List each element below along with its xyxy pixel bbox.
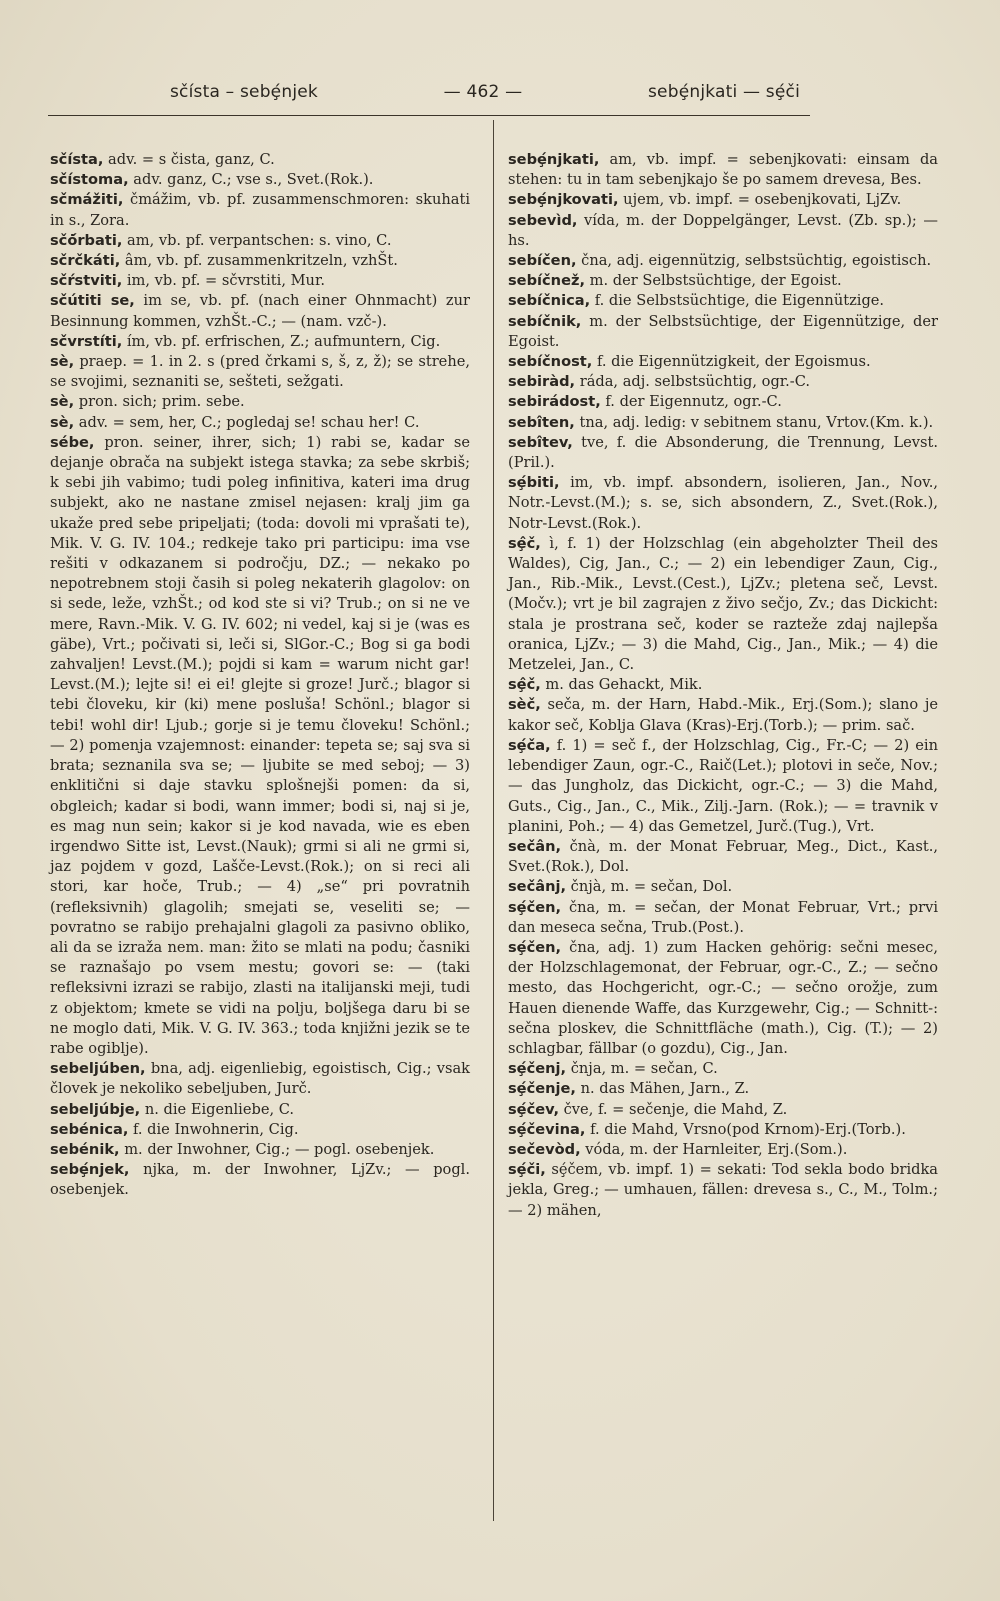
entry-definition: pron. sich; prim. sebe. — [74, 393, 245, 411]
entry-headword: sebeljúbje, — [50, 1100, 141, 1118]
entry-headword: sčŕstviti, — [50, 272, 123, 290]
entry-headword: sebîtev, — [508, 433, 573, 451]
dictionary-entry — [508, 877, 938, 897]
dictionary-entry — [508, 433, 938, 473]
dictionary-entry — [508, 271, 938, 291]
entry-headword: sébe, — [50, 433, 95, 451]
entry-definition: seča, m. der Harn, Habd.-Mik., Erj.(Som.); slano je kakor seč, Koblja Glava (Kras)-Erj.(Torb.); — prim. sač. — [508, 696, 938, 734]
entry-headword: sebénik, — [50, 1140, 120, 1158]
dictionary-entry — [50, 150, 470, 170]
dictionary-entry — [508, 837, 938, 877]
entry-definition: sȩ́čem, vb. impf. 1) = sekati: Tod sekla bodo bridka jekla, Greg.; — umhauen, fällen: drevesa s., C., M., Tolm.; — 2) mähen, — [508, 1161, 938, 1219]
entry-headword: sȩ́čenje, — [508, 1080, 576, 1098]
dictionary-entry — [508, 938, 938, 1059]
entry-headword: sečânj, — [508, 878, 567, 896]
entry-headword: sčrčkáti, — [50, 252, 121, 270]
dictionary-entry — [50, 271, 470, 291]
entry-definition: f. die Mahd, Vrsno(pod Krnom)-Erj.(Torb.). — [585, 1120, 906, 1138]
entry-headword: sȩ́biti, — [508, 474, 560, 492]
entry-definition: adv. ganz, C.; vse s., Svet.(Rok.). — [128, 171, 374, 189]
entry-headword: sebȩ́njkovati, — [508, 191, 619, 209]
dictionary-entry — [50, 1140, 470, 1160]
entry-headword: sȩ́ča, — [508, 736, 551, 754]
entry-headword: sčȯ́rbati, — [50, 231, 123, 249]
dictionary-entry — [508, 190, 938, 210]
entry-headword: sebiràd, — [508, 373, 576, 391]
entry-definition: ujem, vb. impf. = osebenjkovati, LjZv. — [618, 191, 902, 209]
entry-headword: sčístoma, — [50, 171, 129, 189]
entry-definition: im, vb. impf. absondern, isolieren, Jan., Nov., Notr.-Levst.(M.); s. se, sich absondern, Z., Svet.(Rok.), Notr-Levst.(Rok.). — [508, 474, 938, 532]
entry-definition: čnà, m. der Monat Februar, Meg., Dict., Kast., Svet.(Rok.), Dol. — [508, 837, 938, 876]
entry-headword: sè, — [50, 353, 75, 371]
entry-headword: sè, — [50, 393, 75, 411]
entry-definition: m. der Selbstsüchtige, der Egoist. — [585, 272, 842, 290]
dictionary-entry — [50, 231, 470, 251]
dictionary-entry — [508, 352, 938, 372]
dictionary-entry — [508, 251, 938, 271]
entry-headword: sčvrstíti, — [50, 332, 123, 350]
entry-headword: sebíčnik, — [508, 312, 582, 330]
dictionary-entry — [508, 675, 938, 695]
dictionary-entry — [508, 1120, 938, 1140]
entry-definition: čna, m. = sečan, der Monat Februar, Vrt.; prvi dan meseca sečna, Trub.(Post.). — [508, 898, 938, 936]
entry-definition: čna, adj. 1) zum Hacken gehörig: sečni mesec, der Holzschlagemonat, der Februar, ogr.-C., Z.; — sečno mesto, das Hochgericht, ogr.-C.; — sečno orožje, zum Hauen dienende Waffe, das Kurzgewehr, Cig.; — Schnitt-: sečna ploskev, die Schnittfläche (math.), Cig. (T.); — 2) schlagbar, fällbar (o gozdu), Cig., Jan. — [508, 938, 938, 1057]
dictionary-entry — [508, 736, 938, 837]
entry-headword: sebȩ́njek, — [50, 1161, 130, 1179]
entry-definition: m. das Gehackt, Mik. — [540, 676, 703, 694]
dictionary-entry — [50, 251, 470, 271]
dictionary-entry — [50, 392, 470, 412]
entry-definition: tna, adj. ledig: v sebitnem stanu, Vrtov.(Km. k.). — [574, 413, 934, 431]
dictionary-entry — [508, 898, 938, 938]
entry-definition: čnja, m. = sečan, C. — [566, 1060, 718, 1078]
entry-definition: f. der Eigennutz, ogr.-C. — [600, 393, 782, 411]
entry-definition: njka, m. der Inwohner, LjZv.; — pogl. osebenjek. — [50, 1161, 470, 1199]
entry-definition: f. die Inwohnerin, Cig. — [128, 1120, 299, 1138]
dictionary-entry — [508, 413, 938, 433]
entry-definition: vída, m. der Doppelgänger, Levst. (Zb. sp.); — hs. — [508, 211, 938, 249]
dictionary-entry — [50, 190, 470, 230]
dictionary-entry — [508, 211, 938, 251]
entry-definition: čve, f. = sečenje, die Mahd, Z. — [559, 1100, 788, 1118]
running-head — [170, 82, 800, 108]
entry-definition: bna, adj. eigenliebig, egoistisch, Cig.; vsak človek je nekoliko sebeljuben, Jurč. — [50, 1060, 470, 1098]
entry-headword: sebíčnež, — [508, 272, 586, 290]
dictionary-entry — [508, 1160, 938, 1221]
entry-definition: čna, adj. eigennützig, selbstsüchtig, egoistisch. — [576, 252, 932, 270]
dictionary-entry — [50, 413, 470, 433]
entry-definition: adv. = s čista, ganz, C. — [103, 151, 275, 168]
dictionary-entry — [508, 1079, 938, 1099]
entry-headword: sečevòd, — [508, 1140, 581, 1158]
entry-definition: im, vb. pf. = sčvrstiti, Mur. — [122, 272, 325, 290]
dictionary-entry — [50, 1100, 470, 1120]
entry-headword: sèč, — [508, 696, 541, 714]
entry-headword: sȩ̂č, — [508, 534, 541, 552]
entry-headword: sebíčnost, — [508, 353, 593, 371]
entry-definition: m. der Inwohner, Cig.; — pogl. osebenjek. — [119, 1140, 435, 1158]
entry-definition: čmážim, vb. pf. zusammenschmoren: skuhati in s., Zora. — [50, 191, 470, 229]
entry-headword: sčútiti se, — [50, 292, 135, 310]
dictionary-entry — [50, 170, 470, 190]
entry-definition: f. die Eigennützigkeit, der Egoismus. — [592, 353, 871, 371]
dictionary-entry — [508, 291, 938, 311]
entry-headword: sčmážiti, — [50, 191, 124, 209]
entry-definition: âm, vb. pf. zusammenkritzeln, vzhŠt. — [120, 252, 398, 270]
dictionary-entry — [508, 695, 938, 735]
entry-definition: adv. = sem, her, C.; pogledaj se! schau her! C. — [74, 413, 420, 431]
entry-definition: n. die Eigenliebe, C. — [140, 1100, 295, 1118]
dictionary-entry — [50, 1160, 470, 1200]
left-column — [50, 150, 470, 1201]
entry-headword: sebíčnica, — [508, 292, 591, 310]
header-left-guideword: sčísta – sebȩ́njek — [170, 82, 318, 102]
entry-definition: ím, vb. pf. erfrischen, Z.; aufmuntern, Cig. — [122, 332, 441, 350]
header-rule — [48, 115, 810, 116]
entry-headword: sebeljúben, — [50, 1060, 146, 1078]
entry-definition: ì, f. 1) der Holzschlag (ein abgeholzter Theil des Waldes), Cig, Jan., C.; — 2) ein lebendiger Zaun, Cig., Jan., Rib.-Mik., Levst.(Cest.), LjZv.; pletena seč, Levst.(Močv.); vrt je bil zagrajen z živo sečjo, Zv.; das Dickicht: stala je prostrana seč, koder se razteže zdaj najlepša oranica, LjZv.; — 3) die Mahd, Cig., Jan., Mik.; — 4) die Metzelei, Jan., C. — [508, 534, 938, 674]
entry-definition: vóda, m. der Harnleiter, Erj.(Som.). — [580, 1140, 848, 1158]
dictionary-entry — [508, 372, 938, 392]
entry-definition: praep. = 1. in 2. s (pred črkami s, š, z, ž); se strehe, se svojimi, seznaniti se, sešteti, sežgati. — [50, 353, 470, 391]
entry-headword: sebénica, — [50, 1120, 129, 1138]
entry-headword: sebíčen, — [508, 252, 577, 270]
entry-definition: čnjà, m. = sečan, Dol. — [566, 878, 733, 896]
entry-definition: pron. seiner, ihrer, sich; 1) rabi se, kadar se dejanje obrača na subjekt istega stavka; za sebe skrbiš; k sebi jih vabimo; tudi poleg infinitiva, kateri ima drug subjekt, ako ne nastane zmisel nejasen: kralj jim ga ukaže pred sebe pripeljati; (toda: dovoli mi vprašati te), Mik. V. G. IV. 104.; redkeje tako pri participu: ima vse rešiti v odkazanem si področju, DZ.; — nekako po nepotrebnem stoji časih si poleg nekaterih glagolov: on si sede, leže, vzhŠt.; od kod ste si vi? Trub.; on si ne ve mere, Ravn.-Mik. V. G. IV. 602; ni vedel, kaj si je (was es gäbe), Vrt.; počivati si, leči si, SlGor.-C.; Bog si ga bodi zahvaljen! Levst.(M.); pojdi si kam = warum nicht gar! Levst.(M.); lejte si! ei ei! glejte si groze! Jurč.; blagor si tebi človeku, kir (ki) mene posluša! Schönl.; blagor si tebi! wohl dir! Ljub.; gorje si je temu človeku! Schönl.; — 2) pomenja vzajemnost: einander: tepeta se; saj sva si brata; seznanila sva se; — ljubite se med seboj; — 3) enklitični si daje stavku splošnejši pomen: da si, obgleich; kadar si bodi, wann immer; bodi si, naj si je, es mag nun sein; kakor si je kod navada, wie es eben irgendwo Sitte ist, Levst.(Nauk); grmi si ali ne grmi si, jaz pojdem v gozd, Lašče-Levst.(Rok.); on si reci ali stori, kar hoče, Trub.; — 4) „se“ pri povratnih (refleksivnih) glagolih; smejati se, veseliti se; — povratno se rabijo prehajalni glagoli za pasivno obliko, ali da se izraža nem. man: žito se mlati na podu; časniki se raznašajo po vsem mestu; govori se: — (taki refleksivni izrazi se rabijo, zlasti na italijanski meji, tudi z objektom; kmete se vidi na polju, boljšega daru bi se ne moglo dati, Mik. V. G. IV. 363.; toda knjižni jezik se te rabe ogiblje). — [50, 433, 470, 1057]
dictionary-entry — [508, 1100, 938, 1120]
entry-headword: sȩ́čenj, — [508, 1060, 567, 1078]
dictionary-entry — [508, 150, 938, 190]
dictionary-entry — [508, 534, 938, 675]
entry-headword: sȩ́čen, — [508, 938, 562, 956]
dictionary-entry — [50, 433, 470, 1059]
entry-definition: m. der Selbstsüchtige, der Eigennützige, der Egoist. — [508, 312, 938, 350]
entry-headword: sečân, — [508, 837, 562, 855]
entry-definition: f. 1) = seč f., der Holzschlag, Cig., Fr.-C; — 2) ein lebendiger Zaun, ogr.-C., Raič(Let.); plotovi in seče, Nov.; — das Jungholz, das Dickicht, ogr.-C.; — 3) die Mahd, Guts., Cig., Jan., C., Mik., Zilj.-Jarn. (Rok.); — = travnik v planini, Poh.; — 4) das Gemetzel, Jurč.(Tug.), Vrt. — [508, 736, 938, 835]
entry-headword: sȩ́čevina, — [508, 1120, 586, 1138]
dictionary-entry — [508, 1059, 938, 1079]
entry-headword: sebîten, — [508, 413, 575, 431]
dictionary-entry — [508, 312, 938, 352]
entry-headword: sȩ́čev, — [508, 1100, 559, 1118]
page-number: — 462 — — [443, 82, 523, 102]
dictionary-entry — [508, 473, 938, 534]
column-divider — [493, 120, 494, 1521]
dictionary-entry — [508, 1140, 938, 1160]
dictionary-entry — [50, 1120, 470, 1140]
entry-headword: sčísta, — [50, 151, 104, 168]
entry-definition: im se, vb. pf. (nach einer Ohnmacht) zur Besinnung kommen, vzhŠt.-C.; — (nam. vzč-). — [50, 292, 470, 330]
dictionary-entry — [508, 392, 938, 412]
entry-definition: ráda, adj. selbstsüchtig, ogr.-C. — [575, 373, 811, 391]
entry-headword: sebȩ́njkati, — [508, 151, 600, 168]
entry-headword: sebirádost, — [508, 393, 601, 411]
entry-definition: f. die Selbstsüchtige, die Eigennützige. — [590, 292, 885, 310]
dictionary-entry — [50, 1059, 470, 1099]
dictionary-entry — [50, 332, 470, 352]
entry-definition: tve, f. die Absonderung, die Trennung, Levst.(Pril.). — [508, 433, 938, 472]
dictionary-entry — [50, 352, 470, 392]
entry-headword: sebevìd, — [508, 211, 578, 229]
entry-definition: n. das Mähen, Jarn., Z. — [575, 1080, 750, 1098]
entry-headword: sȩ́čen, — [508, 898, 562, 916]
dictionary-entry — [50, 291, 470, 331]
entry-headword: sȩ̂č, — [508, 676, 541, 694]
entry-headword: sȩ́či, — [508, 1161, 546, 1179]
entry-definition: am, vb. pf. verpantschen: s. vino, C. — [122, 231, 392, 249]
entry-headword: sè, — [50, 413, 75, 431]
entry-definition: am, vb. impf. = sebenjkovati: einsam da stehen: tu in tam sebenjkajo še po samem drevesa, Bes. — [508, 151, 938, 189]
right-column — [508, 150, 938, 1221]
header-right-guideword: sebȩ́njkati — sȩ́či — [647, 82, 800, 102]
